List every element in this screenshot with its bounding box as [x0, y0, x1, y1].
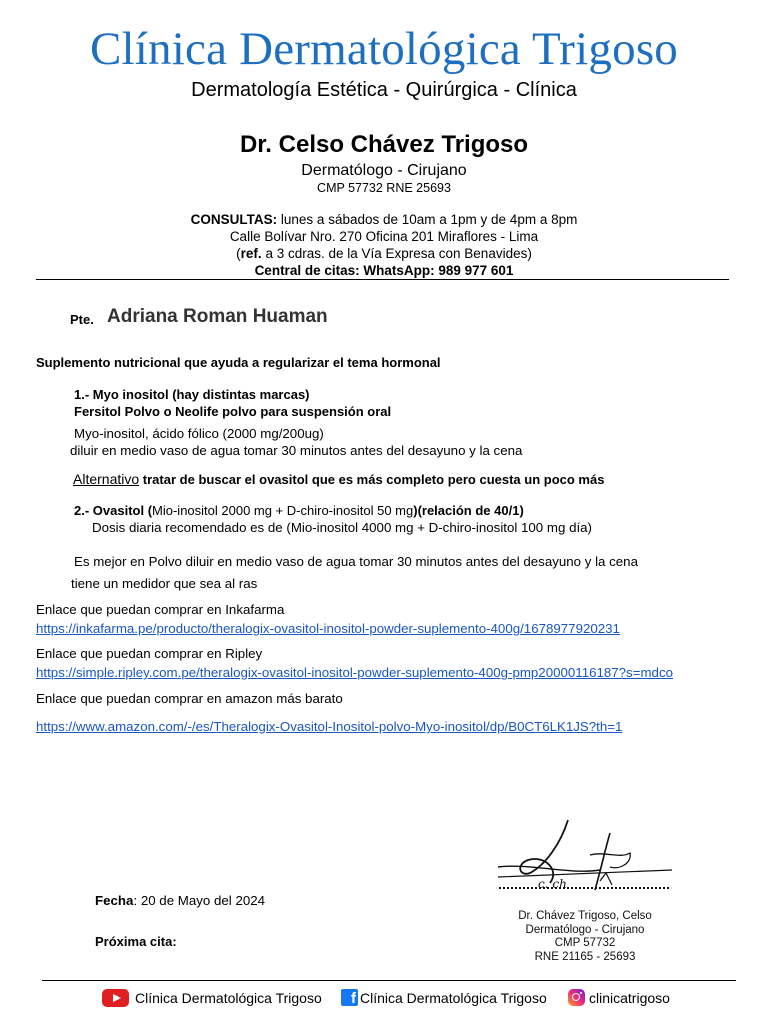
- youtube-link[interactable]: [102, 989, 322, 1007]
- doctor-registration: CMP 57732 RNE 25693: [317, 181, 451, 195]
- amazon-label: Enlace que puedan comprar en amazon más barato: [36, 691, 343, 706]
- item1-composition: Myo-inositol, ácido fólico (2000 mg/200ug): [74, 426, 324, 441]
- youtube-icon: [102, 989, 129, 1007]
- facebook-icon: f: [341, 989, 358, 1006]
- patient-name: Adriana Roman Huaman: [107, 306, 328, 327]
- consultas-hours: lunes a sábados de 10am a 1pm y de 4pm a 8pm: [280, 212, 578, 227]
- date-label: Fecha: [95, 893, 134, 908]
- item1-products: Fersitol Polvo o Neolife polvo para suspensión oral: [74, 404, 392, 419]
- date-line: [95, 893, 265, 908]
- ref-text: a 3 cdras. de la Vía Expresa con Benavides): [265, 246, 532, 261]
- signature-specialty: Dermatólogo - Cirujano: [525, 923, 645, 936]
- inkafarma-label: Enlace que puedan comprar en Inkafarma: [36, 602, 285, 617]
- clinic-subtitle: Dermatología Estética - Quirúrgica - Clínica: [191, 79, 577, 101]
- alternative-plain: tratar: [142, 472, 177, 487]
- header-divider: [36, 279, 729, 280]
- item2-composition: Mio-inositol 2000 mg + D-chiro-inositol 50 mg: [152, 503, 414, 518]
- signature-cmp: CMP 57732: [554, 937, 616, 949]
- facebook-label: Clínica Dermatológica Trigoso: [360, 989, 547, 1006]
- prescription-intro: Suplemento nutricional que ayuda a regularizar el tema hormonal: [36, 355, 441, 370]
- alternative-text: de buscar el ovasitol que es más completo pero cuesta un poco más: [179, 472, 605, 487]
- signature-line: [499, 887, 669, 889]
- doctor-name: Dr. Celso Chávez Trigoso: [239, 131, 529, 158]
- signature-graphic: [490, 815, 680, 895]
- signature-rne: RNE 21165 - 25693: [534, 950, 636, 963]
- instagram-label: clinicatrigoso: [589, 989, 670, 1006]
- item2-line: [74, 503, 524, 518]
- appointments-line: Central de citas: WhatsApp: 989 977 601: [254, 263, 514, 278]
- next-appointment-label: Próxima cita:: [95, 934, 177, 949]
- note-powder: Es mejor en Polvo diluir en medio vaso de agua tomar 30 minutos antes del desayuno y la cena: [74, 554, 638, 569]
- footer-divider: [42, 980, 736, 981]
- item2-title: 2.- Ovasitol (: [74, 503, 153, 518]
- item1-title: 1.- Myo inositol (hay distintas marcas): [74, 387, 310, 402]
- inkafarma-link[interactable]: https://inkafarma.pe/producto/theralogix-ovasitol-inositol-powder-suplemento-400g/1678977920231: [36, 621, 620, 636]
- youtube-label: Clínica Dermatológica Trigoso: [135, 990, 322, 1006]
- ripley-label: Enlace que puedan comprar en Ripley: [36, 646, 263, 661]
- patient-label: Pte.: [70, 312, 94, 327]
- alternative-line: [73, 471, 604, 487]
- clinic-address: Calle Bolívar Nro. 270 Oficina 201 Miraflores - Lima: [229, 229, 539, 244]
- amazon-link[interactable]: https://www.amazon.com/-/es/Theralogix-Ovasitol-Inositol-polvo-Myo-inositol/dp/B0CT6LK1JS?th=1: [36, 719, 623, 734]
- item2-dose: Dosis diaria recomendado es de (Mio-inositol 4000 mg + D-chiro-inositol 100 mg día): [92, 520, 592, 535]
- consultation-hours: [0, 212, 768, 227]
- item2-ratio: )(relación de 40/1): [413, 503, 524, 518]
- instagram-link[interactable]: [568, 989, 670, 1006]
- facebook-link[interactable]: [341, 989, 547, 1006]
- ref-open: (: [236, 246, 241, 261]
- alternative-label: Alternativo: [73, 471, 140, 487]
- date-value: : 20 de Mayo del 2024: [133, 893, 266, 908]
- svg-text:c. ch: c. ch: [538, 877, 567, 891]
- ref-label: ref.: [240, 246, 262, 261]
- address-reference: [0, 246, 768, 261]
- item1-instructions: diluir en medio vaso de agua tomar 30 minutos antes del desayuno y la cena: [70, 443, 523, 458]
- instagram-icon: [568, 989, 585, 1006]
- ripley-link[interactable]: https://simple.ripley.com.pe/theralogix-ovasitol-inositol-powder-suplemento-400g-pmp20000116187?s=mdco: [36, 665, 673, 680]
- signature-name: Dr. Chávez Trigoso, Celso: [518, 910, 652, 922]
- signature-caption: [495, 910, 675, 964]
- doctor-specialty: Dermatólogo - Cirujano: [301, 162, 467, 179]
- note-measure: tiene un medidor que sea al ras: [71, 576, 258, 591]
- consultas-label: CONSULTAS:: [190, 212, 278, 227]
- clinic-name: Clínica Dermatológica Trigoso: [89, 23, 679, 75]
